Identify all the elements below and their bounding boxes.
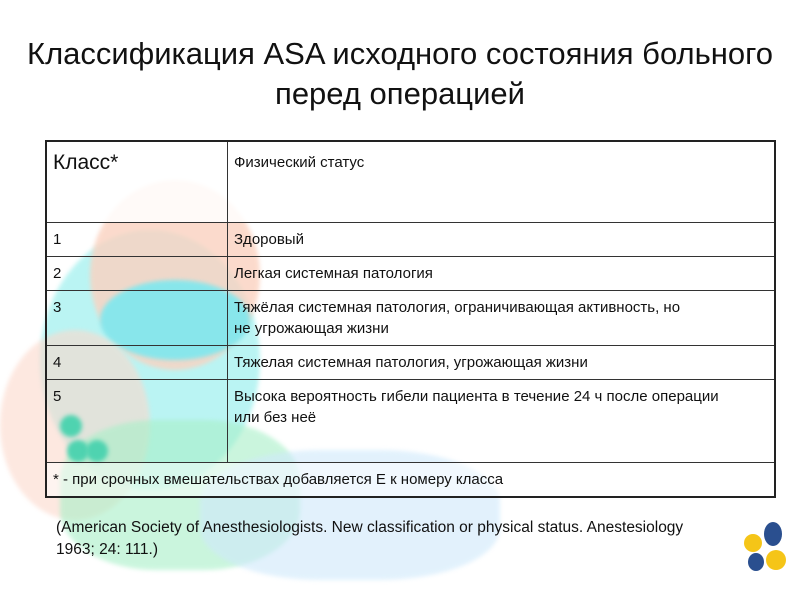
status-cell: Тяжёлая системная патология, ограничивающая активность, но не угрожающая жизни (228, 291, 776, 346)
table-header-row (46, 141, 775, 223)
class-cell: 5 (46, 380, 228, 463)
table-row (46, 380, 775, 463)
slide-title: Классификация ASA исходного состояния больного перед операцией (27, 36, 773, 111)
class-cell: 2 (46, 257, 228, 291)
class-cell: 1 (46, 223, 228, 257)
status-cell: Высока вероятность гибели пациента в течение 24 ч после операции или без неё (228, 380, 776, 463)
table-row (46, 291, 775, 346)
table-row (46, 346, 775, 380)
table-row (46, 257, 775, 291)
table-footnote-row (46, 463, 775, 498)
header-physical-status: Физический статус (228, 141, 776, 223)
status-cell: Легкая системная патология (228, 257, 776, 291)
footnote: * - при срочных вмешательствах добавляется Е к номеру класса (46, 463, 775, 498)
class-cell: 3 (46, 291, 228, 346)
table-row (46, 223, 775, 257)
asa-classification-table (45, 140, 776, 498)
citation: (American Society of Anesthesiologists. New classification or physical status. Anestesiology 1963; 24: 111.) (56, 519, 684, 558)
status-cell: Тяжелая системная патология, угрожающая жизни (228, 346, 776, 380)
header-class: Класс* (46, 141, 228, 223)
status-cell: Здоровый (228, 223, 776, 257)
class-cell: 4 (46, 346, 228, 380)
